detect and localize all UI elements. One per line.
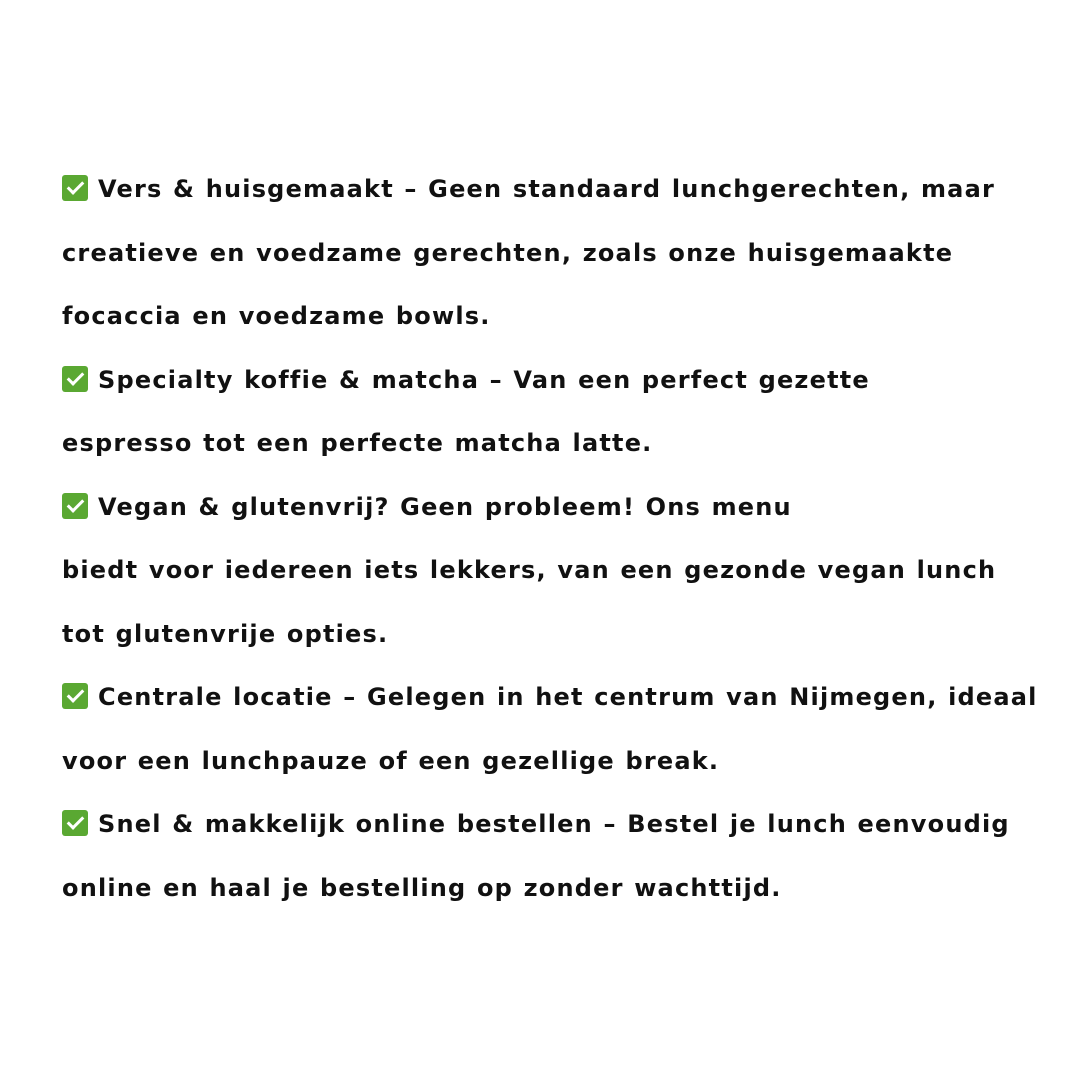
check-mark-icon [62, 175, 88, 201]
feature-line [62, 349, 1022, 413]
feature-line [62, 158, 1022, 222]
feature-line: biedt voor iedereen iets lekkers, van een gezonde vegan lunch [62, 556, 997, 584]
feature-text: Vegan & glutenvrij? Geen probleem! Ons menu [98, 492, 792, 521]
feature-line: voor een lunchpauze of een gezellige break. [62, 746, 720, 775]
feature-item-coffee [62, 349, 1022, 476]
feature-list [62, 158, 1038, 920]
feature-line: tot glutenvrije opties. [62, 619, 389, 648]
feature-line [62, 476, 1022, 540]
feature-text: Centrale locatie – Gelegen in het centrum van Nijmegen, ideaal [98, 683, 1038, 711]
feature-line: creatieve en voedzame gerechten, zoals onze huisgemaakte [62, 238, 954, 267]
check-mark-icon [62, 683, 88, 709]
feature-line: focaccia en voedzame bowls. [62, 302, 491, 330]
feature-line [62, 666, 1038, 730]
check-mark-icon [62, 810, 88, 836]
feature-line: online en haal je bestelling op zonder wachttijd. [62, 873, 782, 902]
feature-text: Specialty koffie & matcha – Van een perfect gezette [98, 365, 870, 394]
feature-item-location [62, 666, 1038, 793]
feature-line: espresso tot een perfecte matcha latte. [62, 429, 653, 457]
feature-item-vegan [62, 476, 1022, 667]
check-mark-icon [62, 366, 88, 392]
check-mark-icon [62, 493, 88, 519]
feature-line [62, 793, 1022, 857]
feature-item-fresh [62, 158, 1022, 349]
feature-item-online-ordering [62, 793, 1022, 920]
feature-text: Snel & makkelijk online bestellen – Bestel je lunch eenvoudig [98, 810, 1010, 838]
feature-text: Vers & huisgemaakt – Geen standaard lunchgerechten, maar [98, 175, 995, 203]
